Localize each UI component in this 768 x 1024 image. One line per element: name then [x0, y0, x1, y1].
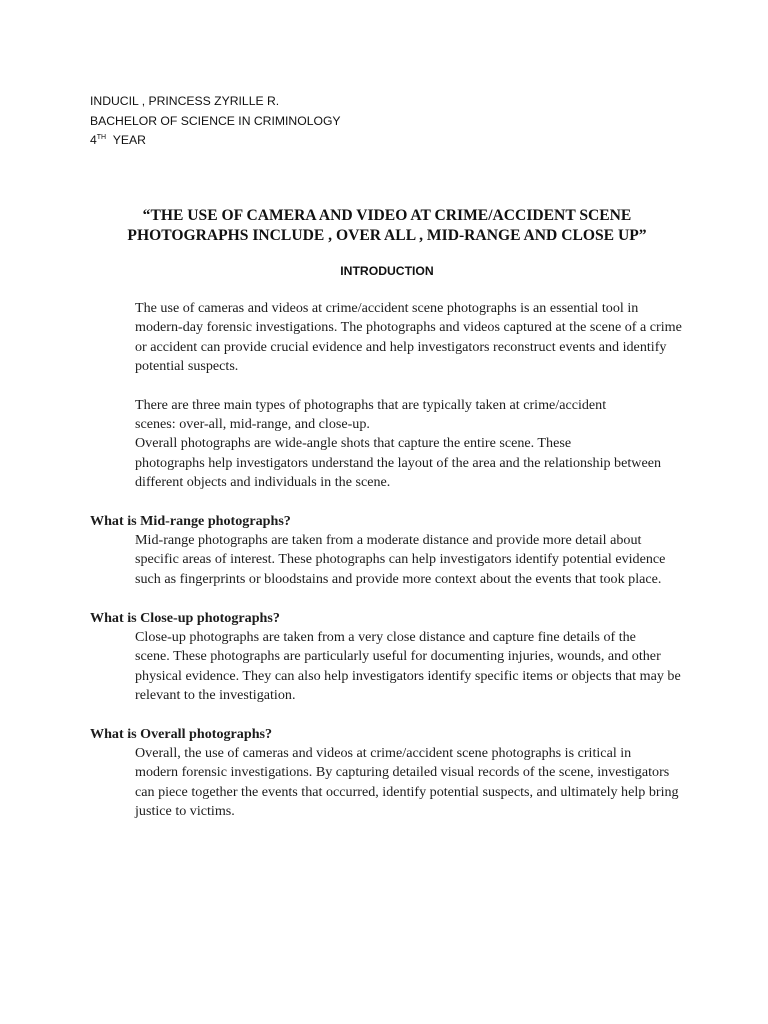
document-body: [90, 299, 684, 821]
author-name: INDUCIL , PRINCESS ZYRILLE R.: [90, 94, 280, 108]
title-line-2: PHOTOGRAPHS INCLUDE , OVER ALL , MID-RANGE AND CLOSE UP”: [127, 227, 647, 244]
document-title: [90, 206, 684, 246]
types-paragraph: There are three main types of photographs that are typically taken at crime/accident scenes: over-all, mid-range, and close-up.: [135, 396, 607, 433]
title-line-1: “THE USE OF CAMERA AND VIDEO AT CRIME/ACCIDENT SCENE: [142, 207, 632, 224]
section-heading-introduction: INTRODUCTION: [340, 264, 434, 278]
overall-conclusion-paragraph: Overall, the use of cameras and videos at crime/accident scene photographs is critical in modern forensic investigations. By capturing detailed visual records of the scene, investigators can piece together the events that occurred, identify potential suspects, and ultimately help bring justice to victims.: [135, 744, 679, 819]
overall-photos-paragraph: Overall photographs are wide-angle shots that capture the entire scene. These photographs help investigators understand the layout of the area and the relationship between different objects and individuals in the scene.: [135, 435, 662, 491]
closeup-paragraph: Close-up photographs are taken from a very close distance and capture fine details of the scene. These photographs are particularly useful for documenting injuries, wounds, and other physical evidence. They can also help investigators identify specific items or objects that may be relevant to the investigation.: [135, 628, 681, 703]
midrange-paragraph: Mid-range photographs are taken from a moderate distance and provide more detail about specific areas of interest. These photographs can help investigators identify potential evidence such as fingerprints or bloodstains and provide more context about the events that took place.: [135, 532, 666, 587]
year-level: 4TH YEAR: [90, 133, 146, 147]
degree-program: BACHELOR OF SCIENCE IN CRIMINOLOGY: [90, 113, 341, 128]
overall-heading: What is Overall photographs?: [90, 725, 273, 742]
author-header: [90, 92, 341, 151]
closeup-heading: What is Close-up photographs?: [90, 609, 280, 626]
intro-paragraph: The use of cameras and videos at crime/accident scene photographs is an essential tool in modern-day forensic investigations. The photographs and videos captured at the scene of a crime or accident can provide crucial evidence and help investigators reconstruct events and identify potential suspects.: [135, 300, 682, 375]
midrange-heading: What is Mid-range photographs?: [90, 512, 291, 529]
